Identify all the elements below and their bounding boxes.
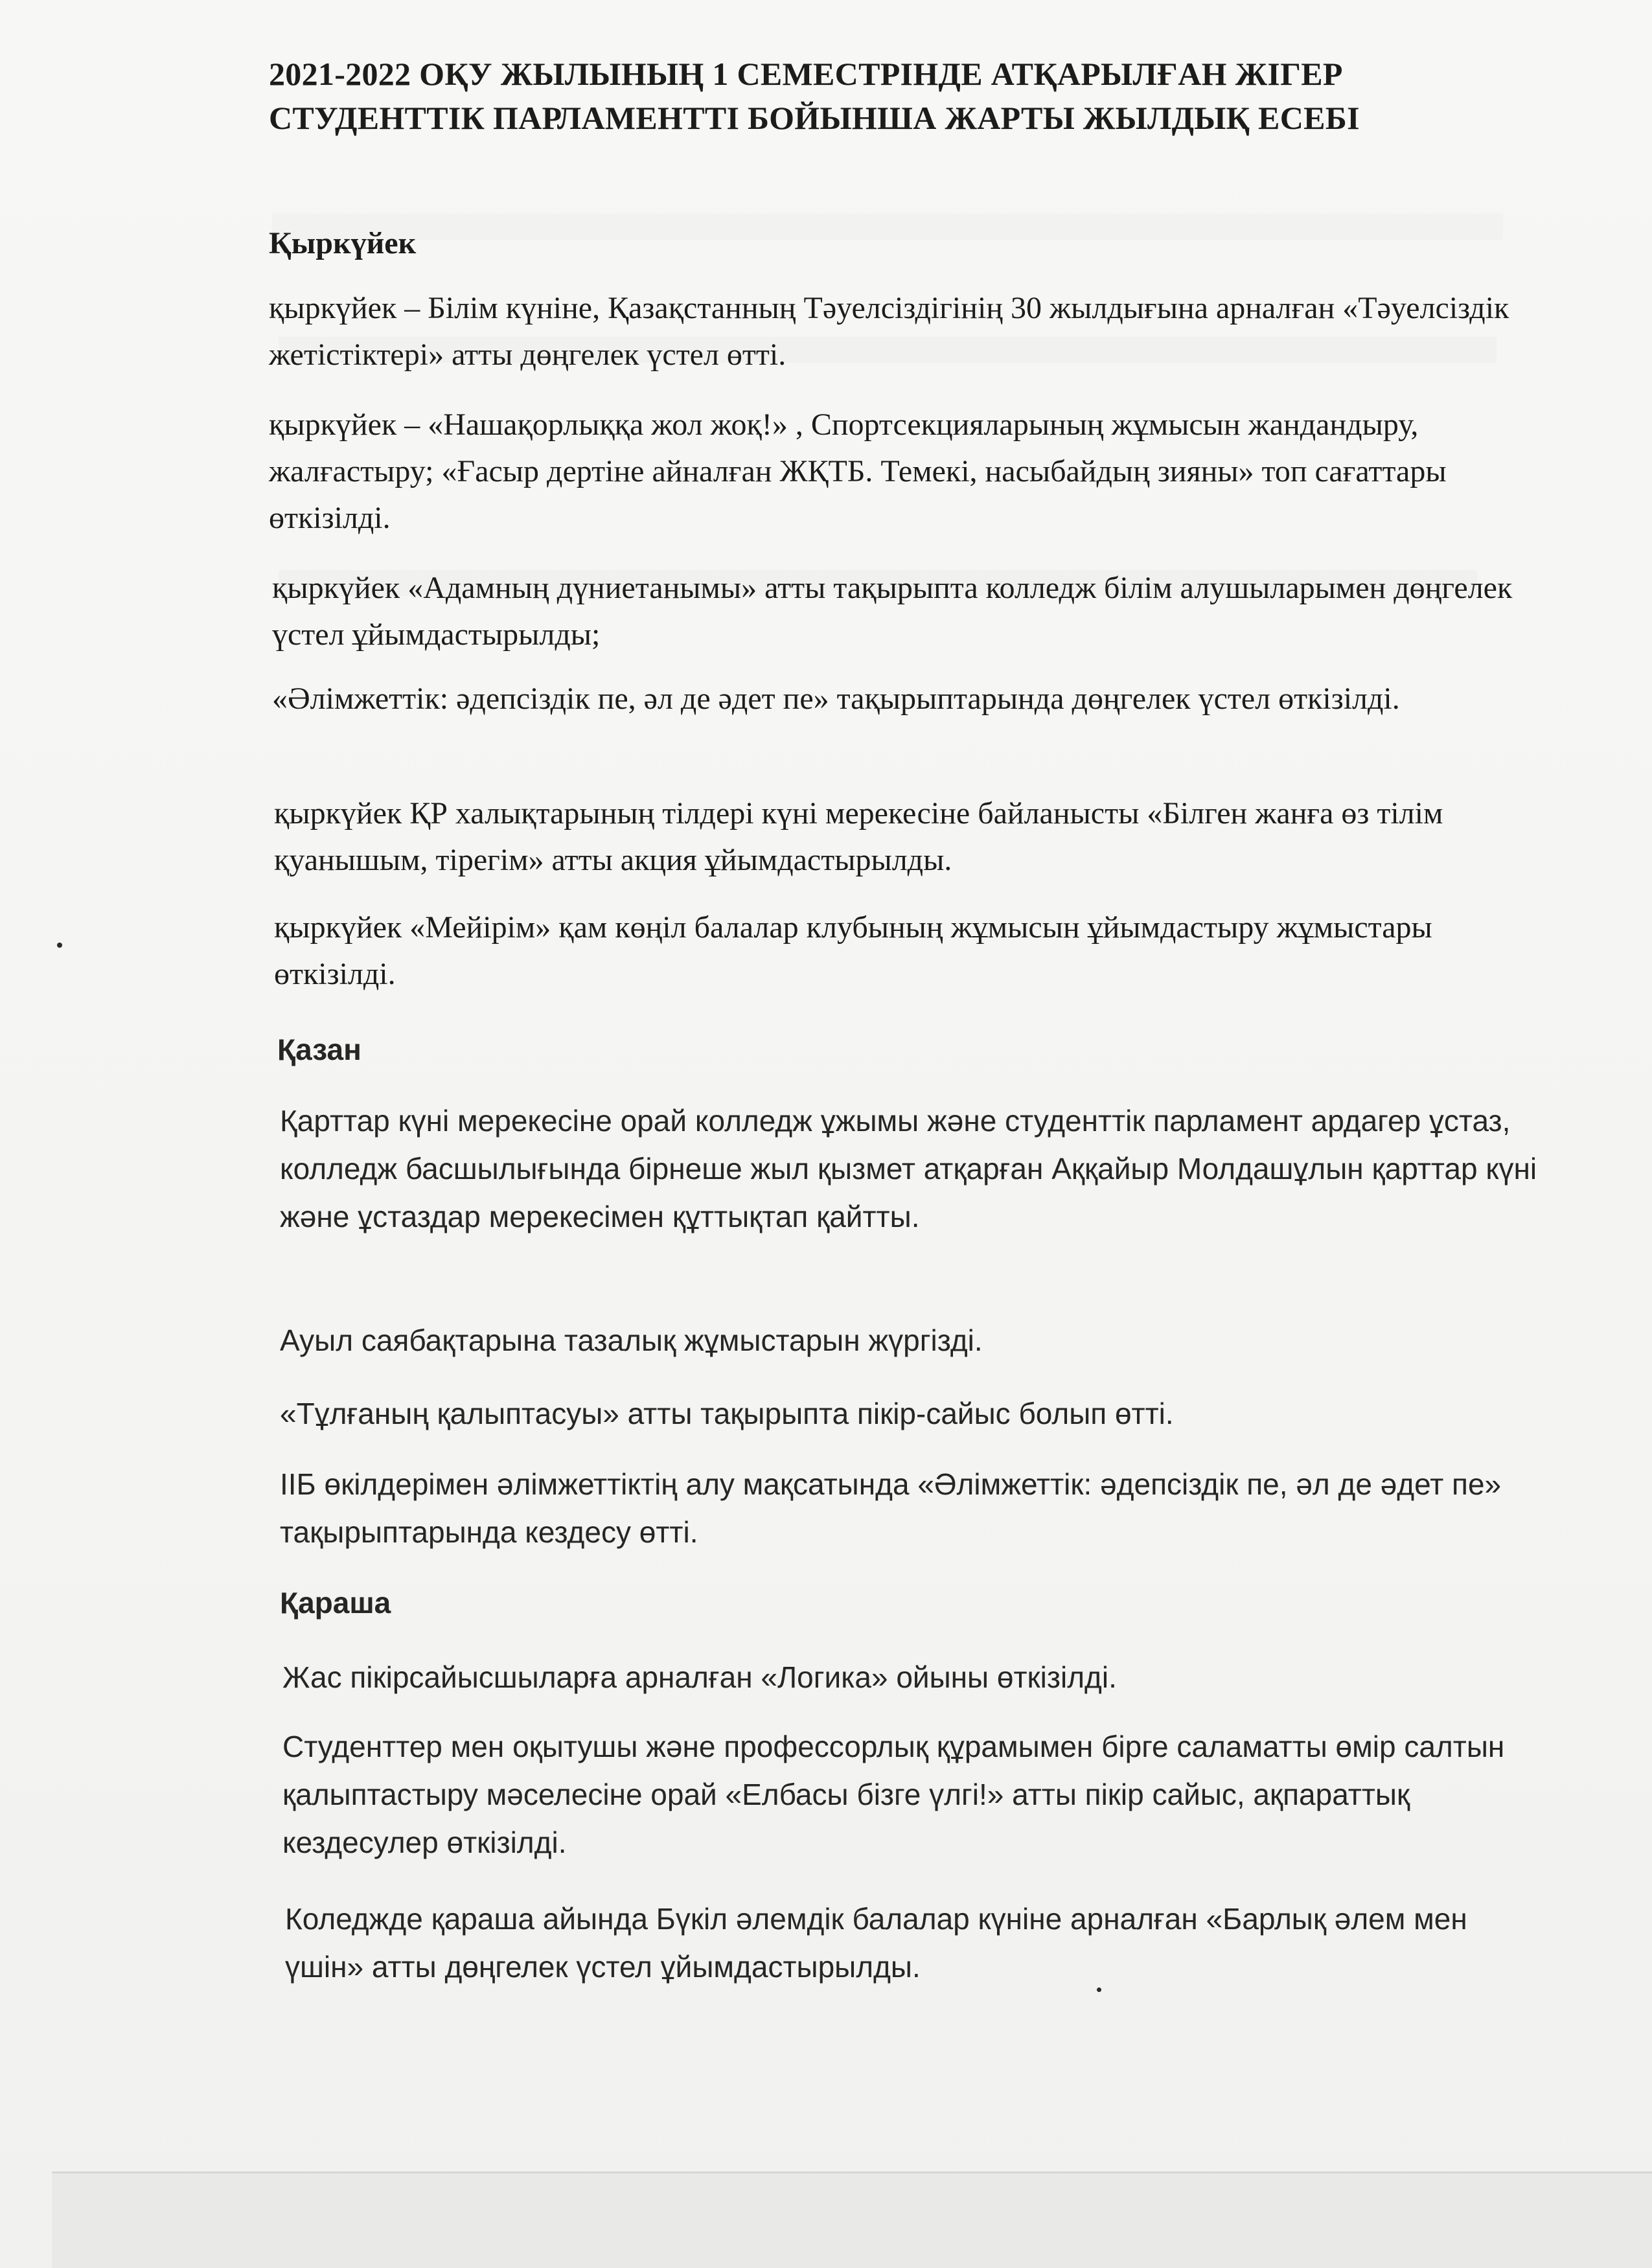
- paragraph: қыркүйек ҚР халықтарының тілдері күні мерекесіне байланысты «Білген жанға өз тілім қуанышым, тірегім» атты акция ұйымдастырылды.: [274, 796, 1443, 877]
- paragraph: «Тұлғаның қалыптасуы» атты тақырыпта пікір-сайыс болып өтті.: [280, 1397, 1174, 1430]
- section-heading-september: Қыркүйек: [269, 226, 417, 260]
- section-heading-october: Қазан: [277, 1033, 361, 1066]
- paragraph: қыркүйек – Білім күніне, Қазақстанның Тәуелсіздігінің 30 жылдығына арналған «Тәуелсіздік жетістіктері» атты дөңгелек үстел өтті.: [269, 291, 1509, 372]
- paragraph: Студенттер мен оқытушы және профессорлық құрамымен бірге саламатты өмір салтын қалыптастыру мәселесіне орай «Елбасы бізге үлгі!» атты пікір сайыс, ақпараттық кездесулер өткізілді.: [282, 1730, 1505, 1859]
- paragraph: Ауыл саябақтарына тазалық жұмыстарын жүргізді.: [280, 1323, 983, 1357]
- paragraph: Коледжде қараша айында Бүкіл әлемдік балалар күніне арналған «Барлық әлем мен үшін» атты дөңгелек үстел ұйымдастырылды.: [285, 1902, 1467, 1984]
- scanner-page-edge: [52, 2171, 1652, 2268]
- paragraph: қыркүйек «Мейірім» қам көңіл балалар клубының жұмысын ұйымдастыру жұмыстары өткізілді.: [274, 910, 1432, 991]
- scan-speck: [57, 943, 62, 948]
- paragraph: «Әлімжеттік: әдепсіздік пе, әл де әдет пе» тақырыптарында дөңгелек үстел өткізілді.: [272, 682, 1400, 716]
- paragraph: қыркүйек – «Нашақорлыққа жол жоқ!» , Спортсекцияларының жұмысын жандандыру, жалғастыру; «Ғасыр дертіне айналған ЖҚТБ. Темекі, насыбайдың зияны» топ сағаттары өткізілді.: [269, 407, 1447, 535]
- bleed-through-shading: [272, 214, 1503, 240]
- paragraph: қыркүйек «Адамның дүниетанымы» атты тақырыпта колледж білім алушыларымен дөңгелек үстел ұйымдастырылды;: [272, 571, 1513, 652]
- paragraph: ІІБ өкілдерімен әлімжеттіктің алу мақсатында «Әлімжеттік: әдепсіздік пе, әл де әдет пе» тақырыптарында кездесу өтті.: [280, 1467, 1502, 1549]
- report-title: 2021-2022 ОҚУ ЖЫЛЫНЫҢ 1 СЕМЕСТРІНДЕ АТҚАРЫЛҒАН ЖІГЕР СТУДЕНТТІК ПАРЛАМЕНТТІ БОЙЫНША ЖАРТЫ ЖЫЛДЫҚ ЕСЕБІ: [269, 56, 1360, 136]
- paragraph: Қарттар күні мерекесіне орай колледж ұжымы және студенттік парламент ардагер ұстаз, колледж басшылығында бірнеше жыл қызмет атқарған Аққайыр Молдашұлын қарттар күні және ұстаздар мерекесімен құттықтап қайтты.: [280, 1104, 1537, 1233]
- section-heading-november: Қараша: [280, 1586, 391, 1620]
- paragraph: Жас пікірсайысшыларға арналған «Логика» ойыны өткізілді.: [282, 1660, 1117, 1694]
